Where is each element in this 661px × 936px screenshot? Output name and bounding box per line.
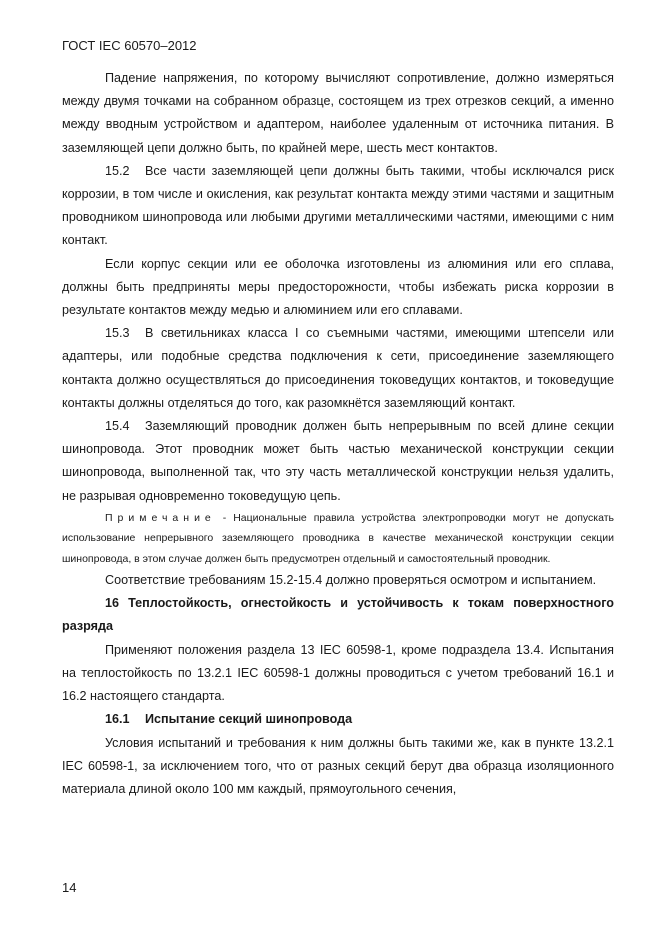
clause-number: 15.2 xyxy=(105,163,130,178)
paragraph-compliance: Соответствие требованиям 15.2-15.4 должно проверяться осмотром и испытанием. xyxy=(105,573,597,588)
paragraph-15-4 xyxy=(62,415,614,508)
clause-text: В светильниках класса I со съемными частями, имеющими штепсели или адаптеры, или подобные средства подключения к сети, присоединение заземляющего контакта должно осуществляться до присоединения токоведущих контактов, и токоведущие контакты должны отделяться до того, как разомкнётся заземляющий контакт. xyxy=(62,326,614,410)
paragraph-voltage-drop: Падение напряжения, по которому вычисляют сопротивление, должно измеряться между двумя точками на собранном образце, состоящем из трех отрезков секций, а именно между вводным устройством и адаптером, наиболее удаленным от источника питания. В заземляющей цепи должно быть, по крайней мере, шесть мест контактов. xyxy=(62,71,614,155)
subsection-16-1-heading xyxy=(62,708,614,731)
clause-number: 16.1 xyxy=(105,712,130,727)
paragraph-15-3 xyxy=(62,322,614,415)
clause-number: 15.4 xyxy=(105,419,130,434)
paragraph-16-1: Условия испытаний и требования к ним должны быть такими же, как в пункте 13.2.1 IEC 60598-1, за исключением того, что от разных секций берут два образца изоляционного материала длиной около 100 мм каждый, прямоугольного сечения, xyxy=(62,735,614,796)
paragraph-15-2 xyxy=(62,160,614,253)
paragraph-aluminium: Если корпус секции или ее оболочка изготовлены из алюминия или его сплава, должны быть предприняты меры предосторожности, чтобы избежать риска коррозии в результате контактов между медью и алюминием или его сплавами. xyxy=(62,256,614,318)
page-number: 14 xyxy=(62,880,77,895)
clause-text: Заземляющий проводник должен быть непрерывным по всей длине секции шинопровода. Этот проводник может быть частью механической конструкции секции шинопровода, выполненной так, что эту часть металлической конструкции нельзя удалить, не разрывая одновременно токоведущую цепь. xyxy=(62,419,614,503)
note xyxy=(62,508,614,569)
paragraph-16-intro: Применяют положения раздела 13 IEC 60598-1, кроме подраздела 13.4. Испытания на теплостойкость по 13.2.1 IEC 60598-1 должны проводиться с учетом требований 16.1 и 16.2 настоящего стандарта. xyxy=(62,642,614,704)
note-label: Примечание xyxy=(105,511,216,524)
heading-text: Испытание секций шинопровода xyxy=(145,712,353,727)
document-body xyxy=(62,67,614,801)
clause-text: Все части заземляющей цепи должны быть такими, чтобы исключался риск коррозии, в том числе и окисления, как результат контакта между этими частями и защитным проводником шинопровода или любыми другими металлическими частями, имеющими с ним контакт. xyxy=(62,163,614,248)
section-16-heading: 16 Теплостойкость, огнестойкость и устойчивость к токам поверхностного разряда xyxy=(62,596,614,634)
document-id: ГОСТ IEC 60570–2012 xyxy=(62,38,197,53)
clause-number: 15.3 xyxy=(105,326,130,341)
note-text: - Национальные правила устройства электропроводки могут не допускать использование непрерывного заземляющего проводника в качестве механической конструкции секции шинопровода, в этом случае должен быть предусмотрен отдельный и самостоятельный проводник. xyxy=(62,511,615,565)
